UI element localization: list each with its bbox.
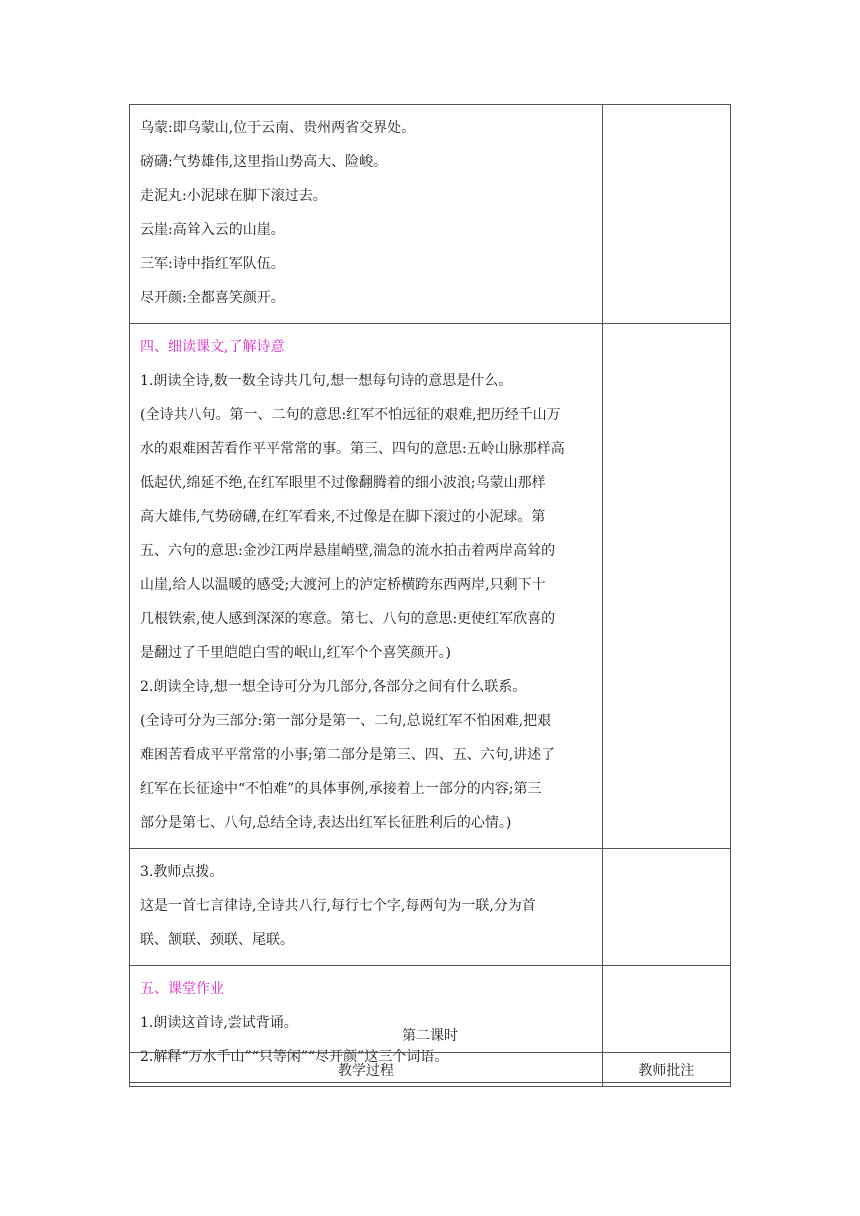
content-line: (全诗共八句。第一、二句的意思:红军不怕远征的艰难,把历经千山万 — [140, 407, 561, 423]
section-heading: 四、细读课文,了解诗意 — [140, 339, 285, 355]
teacher-note-cell — [602, 849, 730, 966]
content-line: 几根铁索,使人感到深深的寒意。第七、八句的意思:更使红军欣喜的 — [140, 611, 556, 627]
content-line: 高大雄伟,气势磅礴,在红军看来,不过像是在脚下滚过的小泥球。第 — [140, 509, 546, 525]
content-line: 2.解释“万水千山”“只等闲”“尽开颜”这三个词语。 — [140, 1049, 449, 1065]
header-row — [130, 1053, 731, 1087]
section-row — [130, 849, 731, 966]
section-row — [130, 105, 731, 324]
content-line: 2.朗读全诗,想一想全诗可分为几部分,各部分之间有什么联系。 — [140, 679, 527, 695]
section-row — [130, 324, 731, 849]
content-line: 难困苦看成平平常常的小事;第二部分是第三、四、五、六句,讲述了 — [140, 747, 556, 763]
section-content-cell — [130, 849, 603, 966]
content-line: 山崖,给人以温暖的感受;大渡河上的泸定桥横跨东西两岸,只剩下十 — [140, 577, 546, 593]
content-line: 三军:诗中指红军队伍。 — [140, 256, 285, 272]
content-line: 3.教师点拨。 — [140, 864, 224, 880]
content-line: 走泥丸:小泥球在脚下滚过去。 — [140, 188, 327, 204]
section-content-cell — [130, 324, 603, 849]
content-line: 联、颔联、颈联、尾联。 — [140, 932, 294, 948]
lesson-table-body — [130, 105, 731, 1083]
content-line: 部分是第七、八句,总结全诗,表达出红军长征胜利后的心情。) — [140, 815, 512, 831]
header-teacher-notes: 教师批注 — [602, 1053, 730, 1087]
content-line: 低起伏,绵延不绝,在红军眼里不过像翻腾着的细小波浪;乌蒙山那样 — [140, 475, 546, 491]
process-header-table — [129, 1052, 731, 1087]
content-line: 乌蒙:即乌蒙山,位于云南、贵州两省交界处。 — [140, 120, 416, 136]
teacher-note-cell — [602, 105, 730, 324]
section-heading: 五、课堂作业 — [140, 981, 224, 997]
content-line: 红军在长征途中“不怕难”的具体事例,承接着上一部分的内容;第三 — [140, 781, 542, 797]
content-line: 1.朗读这首诗,尝试背诵。 — [140, 1015, 298, 1031]
content-line: (全诗可分为三部分:第一部分是第一、二句,总说红军不怕困难,把艰 — [140, 713, 552, 729]
content-line: 这是一首七言律诗,全诗共八行,每行七个字,每两句为一联,分为首 — [140, 898, 536, 914]
content-line: 云崖:高耸入云的山崖。 — [140, 222, 285, 238]
content-line: 五、六句的意思:金沙江两岸悬崖峭壁,湍急的流水拍击着两岸高耸的 — [140, 543, 556, 559]
session-title: 第二课时 — [402, 1028, 458, 1044]
section-content-cell — [130, 105, 603, 324]
content-line: 水的艰难困苦看作平平常常的事。第三、四句的意思:五岭山脉那样高 — [140, 441, 565, 457]
content-line: 是翻过了千里皑皑白雪的岷山,红军个个喜笑颜开。) — [140, 645, 451, 661]
content-line: 磅礴:气势雄伟,这里指山势高大、险峻。 — [140, 154, 388, 170]
content-line: 1.朗读全诗,数一数全诗共几句,想一想每句诗的意思是什么。 — [140, 373, 513, 389]
header-teaching-process: 教学过程 — [130, 1053, 603, 1087]
content-line: 尽开颜:全都喜笑颜开。 — [140, 290, 285, 306]
lesson-table — [129, 104, 731, 1083]
teacher-note-cell — [602, 324, 730, 849]
